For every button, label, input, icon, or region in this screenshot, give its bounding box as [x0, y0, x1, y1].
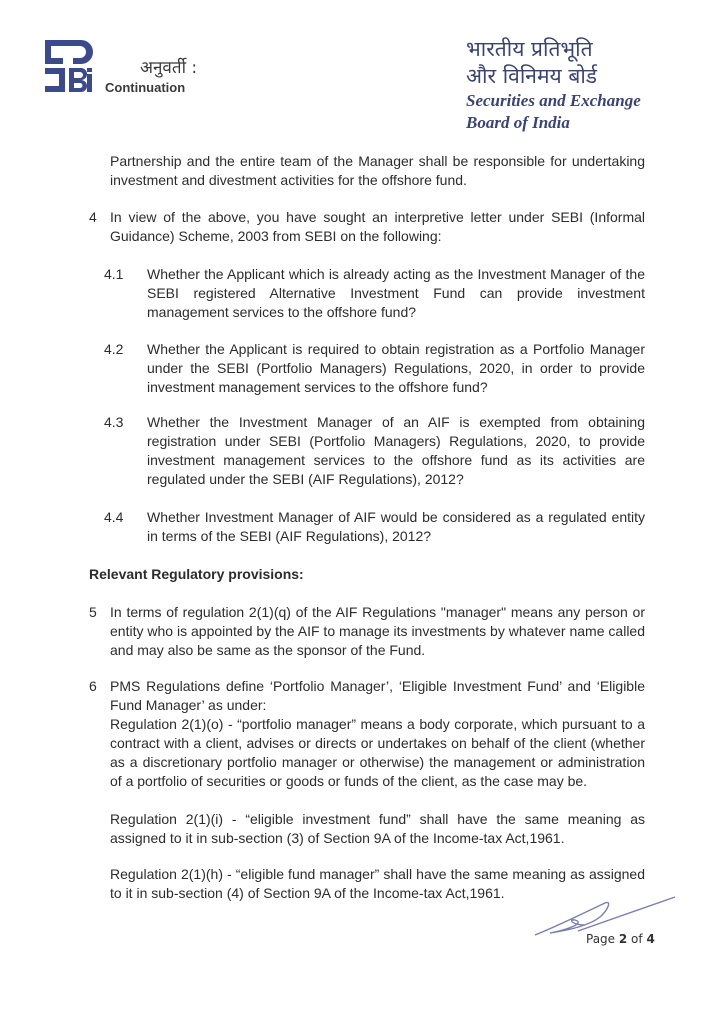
regulation-2-1-h: Regulation 2(1)(h) - “eligible fund manager” shall have the same meaning as assigned to it in sub-section (4) of Section 9A of the Income-tax Act,1961. [110, 866, 645, 901]
page-of: of [627, 932, 647, 946]
question-4-4: Whether Investment Manager of AIF would be considered as a regulated entity in terms of the SEBI (AIF Regulations), 2012? [147, 509, 645, 544]
page-number [586, 932, 655, 946]
sebi-logo-icon [43, 38, 95, 94]
continuation-label: Continuation [105, 80, 186, 95]
question-4-2: Whether the Applicant is required to obtain registration as a Portfolio Manager under the SEBI (Portfolio Managers) Regulations, 2020, in order to provide investment management services to the offshore fund? [147, 341, 645, 395]
item-number: 4.4 [104, 509, 124, 525]
regulation-2-1-o: Regulation 2(1)(o) - “portfolio manager” means a body corporate, which pursuant to a contract with a client, advises or directs or undertakes on behalf of the client (whether as a discretionary portfolio manager or otherwise) the management or administration of a portfolio of securities or goods or funds of the client, as the case may be. [110, 716, 645, 789]
para-number: 4 [89, 209, 97, 225]
para-number: 6 [89, 678, 97, 694]
organization-name [466, 36, 641, 134]
org-hindi-line2: और विनिमय बोर्ड [466, 64, 598, 88]
item-number: 4.1 [104, 266, 124, 282]
page-total: 4 [646, 932, 655, 946]
para-number: 5 [89, 604, 97, 620]
question-4-1: Whether the Applicant which is already acting as the Investment Manager of the SEBI registered Alternative Investment Fund can provide investment management services to the offshore fund? [147, 266, 645, 320]
item-number: 4.3 [104, 414, 124, 430]
regulation-2-1-i: Regulation 2(1)(i) - “eligible investment fund” shall have the same meaning as assigned to it in sub-section (3) of Section 9A of the Income-tax Act,1961. [110, 811, 645, 846]
org-english-line2: Board of India [466, 113, 570, 132]
paragraph-5: In terms of regulation 2(1)(q) of the AIF Regulations "manager" means any person or entity who is appointed by the AIF to manage its investments by whatever name called and may also be same as the sponsor of the Fund. [110, 604, 645, 658]
page-prefix: Page [586, 932, 619, 946]
page-current: 2 [618, 932, 628, 946]
continued-paragraph: Partnership and the entire team of the Manager shall be responsible for undertaking investment and divestment activities for the offshore fund. [110, 153, 645, 188]
continuation-hindi: अनुवर्ती : [140, 58, 198, 78]
org-hindi-line1: भारतीय प्रतिभूति [466, 37, 593, 61]
paragraph-6-intro: PMS Regulations define ‘Portfolio Manager’, ‘Eligible Investment Fund’ and ‘Eligible Fund Manager’ as under: [110, 678, 645, 713]
paragraph-4: In view of the above, you have sought an interpretive letter under SEBI (Informal Guidance) Scheme, 2003 from SEBI on the following: [110, 209, 645, 244]
org-english-line1: Securities and Exchange [466, 91, 641, 110]
item-number: 4.2 [104, 341, 124, 357]
section-heading: Relevant Regulatory provisions: [89, 566, 304, 582]
question-4-3: Whether the Investment Manager of an AIF is exempted from obtaining registration under SEBI (Portfolio Managers) Regulations, 2020, to provide investment management services to the offshore fund as its activities are regulated under the SEBI (AIF Regulations), 2012? [147, 414, 645, 487]
